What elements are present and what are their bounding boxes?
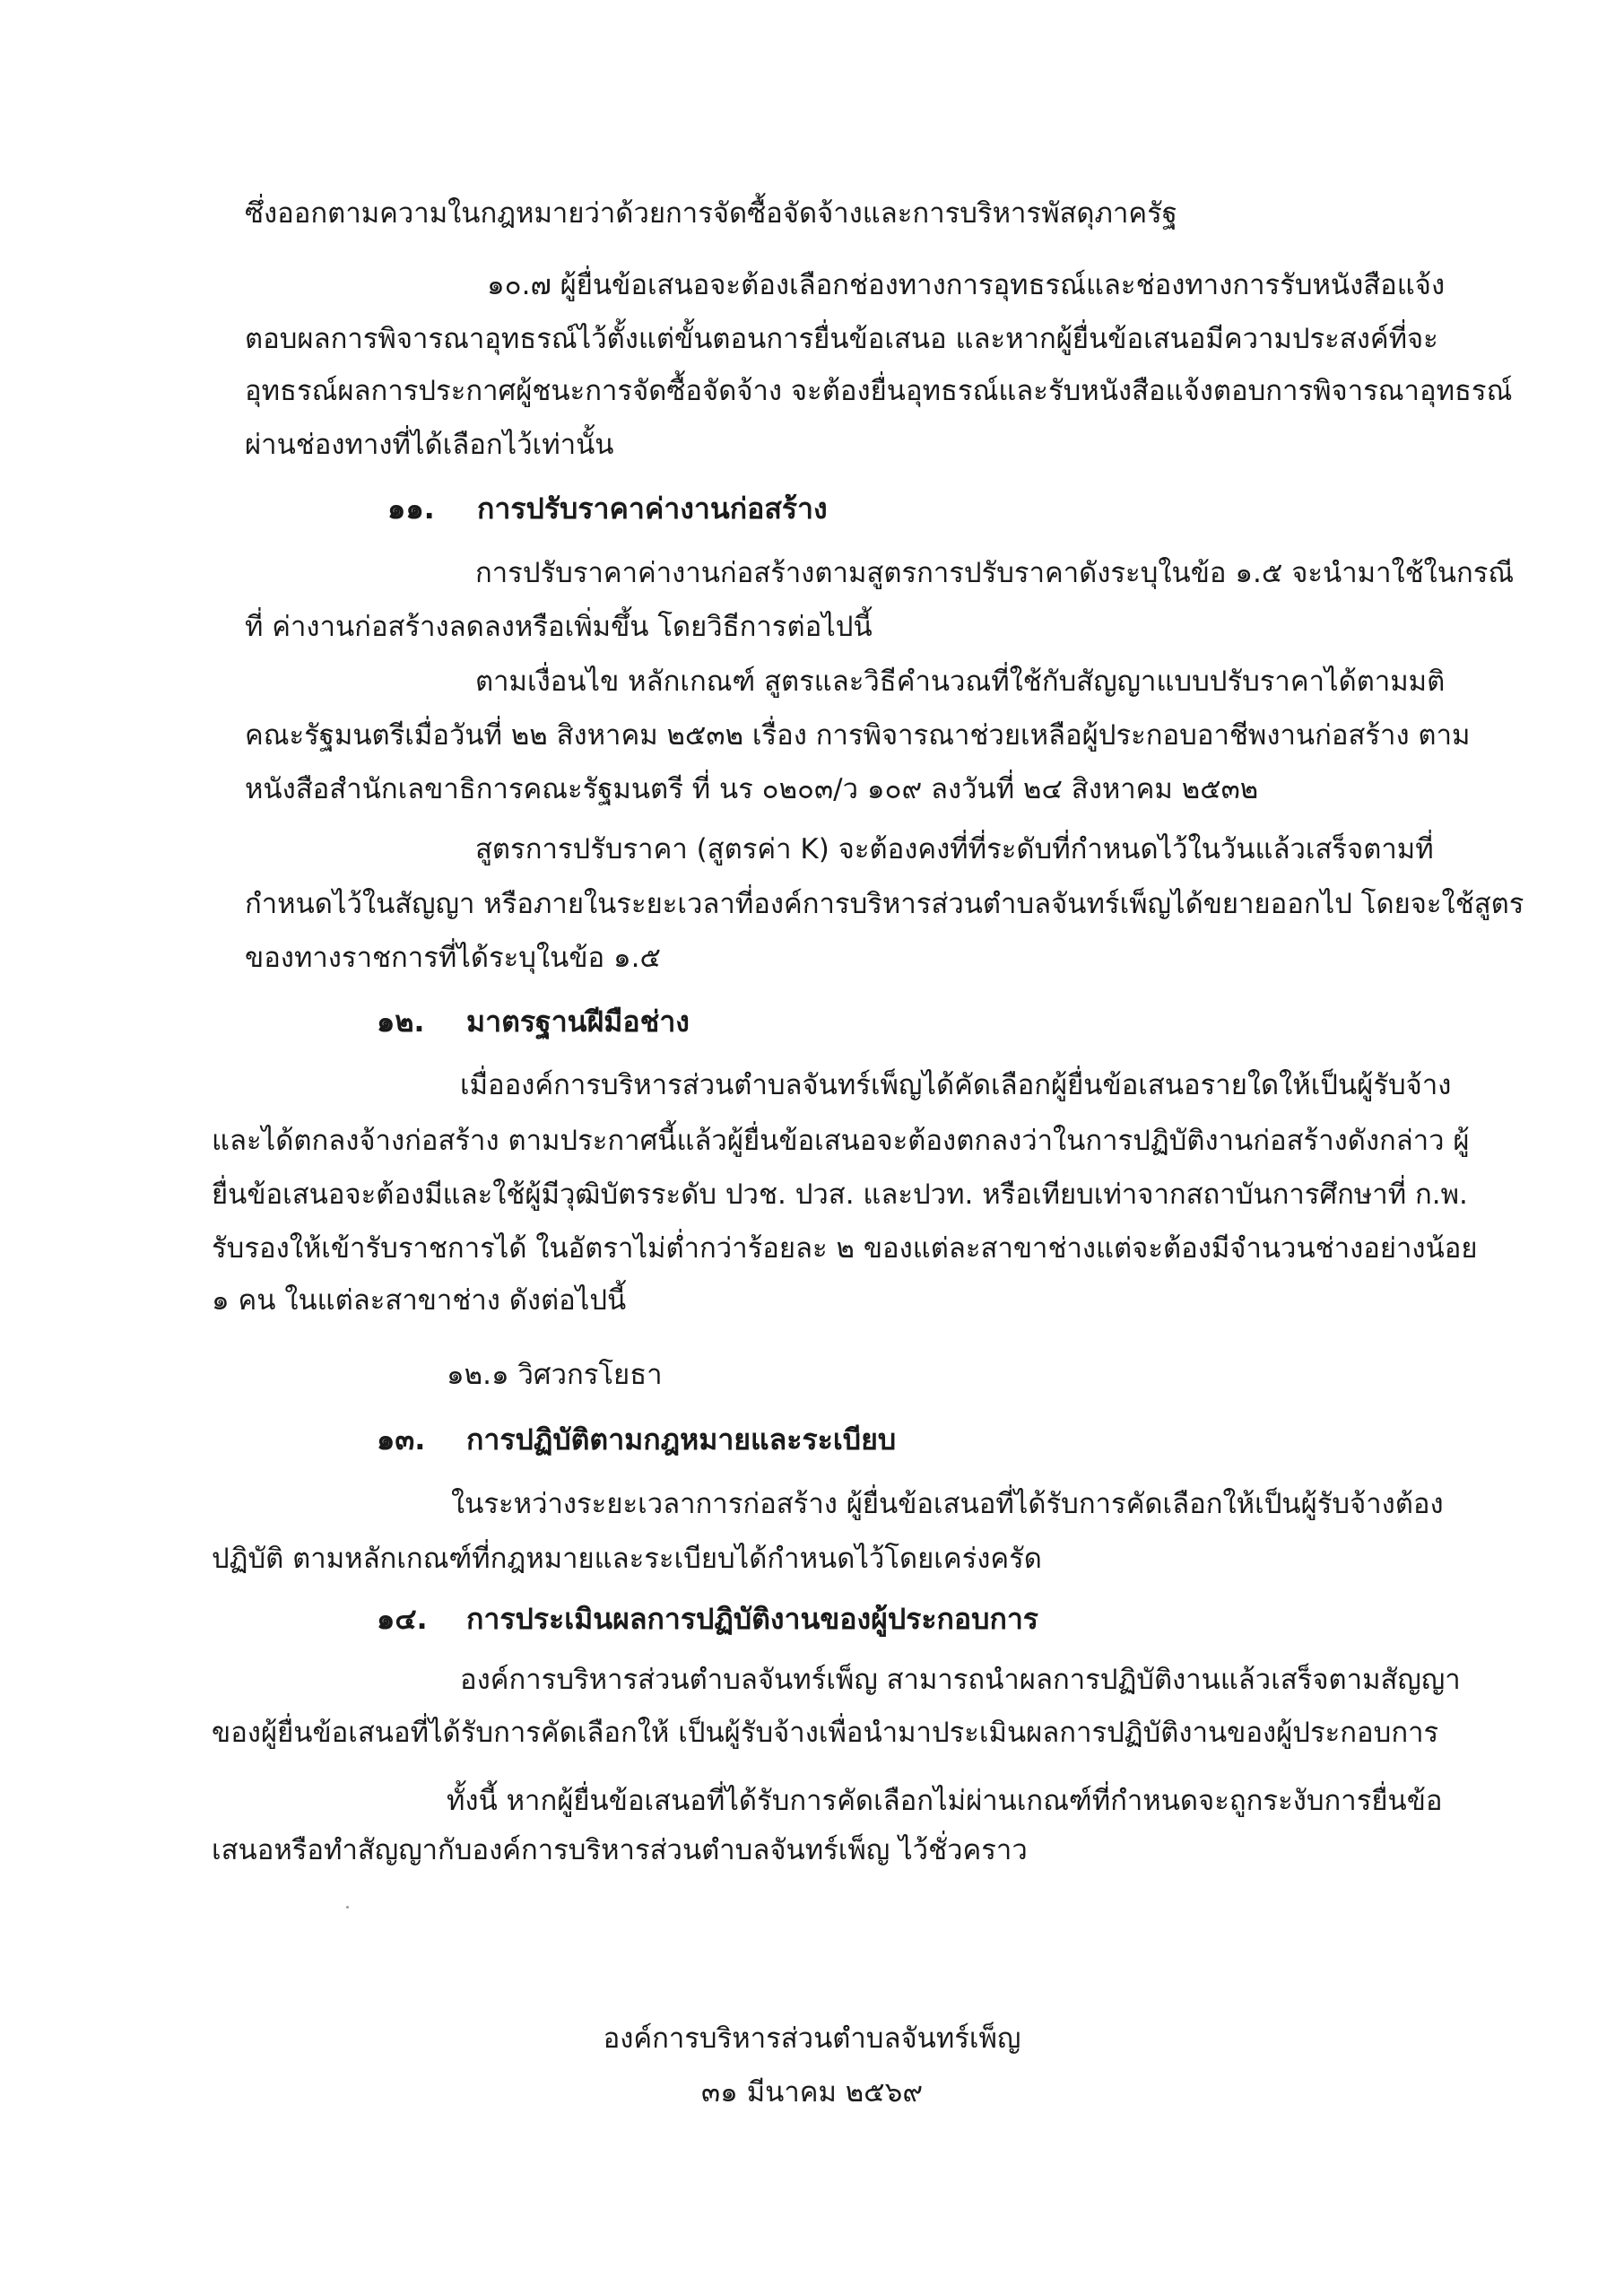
section-12-item-1: ๑๒.๑ วิศวกรโยธา bbox=[447, 1359, 663, 1391]
intro-line: ซึ่งออกตามความในกฎหมายว่าด้วยการจัดซื้อจัดจ้างและการบริหารพัสดุภาครัฐ bbox=[245, 197, 1177, 230]
section-12-line-5: ๑ คน ในแต่ละสาขาช่าง ดังต่อไปนี้ bbox=[212, 1284, 627, 1317]
section-12-title: มาตรฐานฝีมือช่าง bbox=[466, 1004, 690, 1039]
section-14-line-3: ทั้งนี้ หากผู้ยื่นข้อเสนอที่ได้รับการคัดเลือกไม่ผ่านเกณฑ์ที่กำหนดจะถูกระงับการยื่นข้อ bbox=[447, 1785, 1443, 1817]
signature-organization: องค์การบริหารส่วนตำบลจันทร์เพ็ญ bbox=[603, 2022, 1021, 2055]
section-11-number: ๑๑. bbox=[387, 491, 435, 526]
section-12-line-2: และได้ตกลงจ้างก่อสร้าง ตามประกาศนี้แล้วผู้ยื่นข้อเสนอจะต้องตกลงว่าในการปฏิบัติงานก่อสร้างดังกล่าว ผู้ bbox=[212, 1125, 1470, 1157]
section-11-line-6: สูตรการปรับราคา (สูตรค่า K) จะต้องคงที่ที่ระดับที่กำหนดไว้ในวันแล้วเสร็จตามที่ bbox=[475, 833, 1434, 865]
section-14-line-1: องค์การบริหารส่วนตำบลจันทร์เพ็ญ สามารถนำผลการปฏิบัติงานแล้วเสร็จตามสัญญา bbox=[460, 1664, 1461, 1696]
section-13-line-1: ในระหว่างระยะเวลาการก่อสร้าง ผู้ยื่นข้อเสนอที่ได้รับการคัดเลือกให้เป็นผู้รับจ้างต้อง bbox=[451, 1488, 1444, 1520]
section-11-line-2: ที่ ค่างานก่อสร้างลดลงหรือเพิ่มขึ้น โดยวิธีการต่อไปนี้ bbox=[245, 611, 873, 643]
section-11-line-8: ของทางราชการที่ได้ระบุในข้อ ๑.๕ bbox=[245, 942, 661, 974]
clause-10-7-line-1: ๑๐.๗ ผู้ยื่นข้อเสนอจะต้องเลือกช่องทางการอุทธรณ์และช่องทางการรับหนังสือแจ้ง bbox=[487, 269, 1446, 301]
section-13-title: การปฏิบัติตามกฎหมายและระเบียบ bbox=[466, 1422, 897, 1457]
section-12-number: ๑๒. bbox=[377, 1004, 425, 1039]
section-11-line-1: การปรับราคาค่างานก่อสร้างตามสูตรการปรับราคาดังระบุในข้อ ๑.๕ จะนำมาใช้ในกรณี bbox=[475, 557, 1515, 589]
section-11-line-7: กำหนดไว้ในสัญญา หรือภายในระยะเวลาที่องค์การบริหารส่วนตำบลจันทร์เพ็ญได้ขยายออกไป โดยจะใช้สูตร bbox=[245, 888, 1524, 920]
section-12-heading bbox=[377, 1002, 690, 1041]
clause-10-7-line-2: ตอบผลการพิจารณาอุทธรณ์ไว้ตั้งแต่ขั้นตอนการยื่นข้อเสนอ และหากผู้ยื่นข้อเสนอมีความประสงค์ที่จะ bbox=[245, 323, 1438, 355]
section-13-line-2: ปฏิบัติ ตามหลักเกณฑ์ที่กฎหมายและระเบียบได้กำหนดไว้โดยเคร่งครัด bbox=[212, 1543, 1042, 1575]
section-13-number: ๑๓. bbox=[377, 1422, 426, 1457]
section-12-line-4: รับรองให้เข้ารับราชการได้ ในอัตราไม่ต่ำกว่าร้อยละ ๒ ของแต่ละสาขาช่างแต่จะต้องมีจำนวนช่างอย่างน้อย bbox=[212, 1232, 1478, 1265]
section-14-number: ๑๔. bbox=[377, 1602, 428, 1636]
section-14-line-2: ของผู้ยื่นข้อเสนอที่ได้รับการคัดเลือกให้ เป็นผู้รับจ้างเพื่อนำมาประเมินผลการปฏิบัติงานของผู้ประกอบการ bbox=[212, 1717, 1439, 1749]
section-12-line-3: ยื่นข้อเสนอจะต้องมีและใช้ผู้มีวุฒิบัตรระดับ ปวช. ปวส. และปวท. หรือเทียบเท่าจากสถาบันการศึกษาที่ ก.พ. bbox=[212, 1178, 1468, 1211]
section-11-line-3: ตามเงื่อนไข หลักเกณฑ์ สูตรและวิธีคำนวณที่ใช้กับสัญญาแบบปรับราคาได้ตามมติ bbox=[475, 665, 1446, 698]
section-13-heading bbox=[377, 1420, 896, 1459]
section-11-heading bbox=[387, 489, 828, 528]
clause-10-7-line-3: อุทธรณ์ผลการประกาศผู้ชนะการจัดซื้อจัดจ้าง จะต้องยื่นอุทธรณ์และรับหนังสือแจ้งตอบการพิจารณาอุทธรณ์ bbox=[245, 375, 1513, 407]
section-12-line-1: เมื่อองค์การบริหารส่วนตำบลจันทร์เพ็ญได้คัดเลือกผู้ยื่นข้อเสนอรายใดให้เป็นผู้รับจ้าง bbox=[460, 1069, 1452, 1101]
signature-date: ๓๑ มีนาคม ๒๕๖๙ bbox=[700, 2076, 924, 2109]
section-11-title: การปรับราคาค่างานก่อสร้าง bbox=[477, 491, 828, 526]
section-11-line-5: หนังสือสำนักเลขาธิการคณะรัฐมนตรี ที่ นร ๐๒๐๓/ว ๑๐๙ ลงวันที่ ๒๔ สิงหาคม ๒๕๓๒ bbox=[245, 773, 1259, 805]
clause-10-7-line-4: ผ่านช่องทางที่ได้เลือกไว้เท่านั้น bbox=[245, 429, 614, 461]
section-14-title: การประเมินผลการปฏิบัติงานของผู้ประกอบการ bbox=[466, 1602, 1038, 1636]
scan-speck bbox=[346, 1906, 349, 1909]
section-11-line-4: คณะรัฐมนตรีเมื่อวันที่ ๒๒ สิงหาคม ๒๕๓๒ เรื่อง การพิจารณาช่วยเหลือผู้ประกอบอาชีพงานก่อสร้าง ตาม bbox=[245, 719, 1471, 752]
section-14-line-4: เสนอหรือทำสัญญากับองค์การบริหารส่วนตำบลจันทร์เพ็ญ ไว้ชั่วคราว bbox=[212, 1834, 1028, 1866]
section-14-heading bbox=[377, 1599, 1038, 1639]
